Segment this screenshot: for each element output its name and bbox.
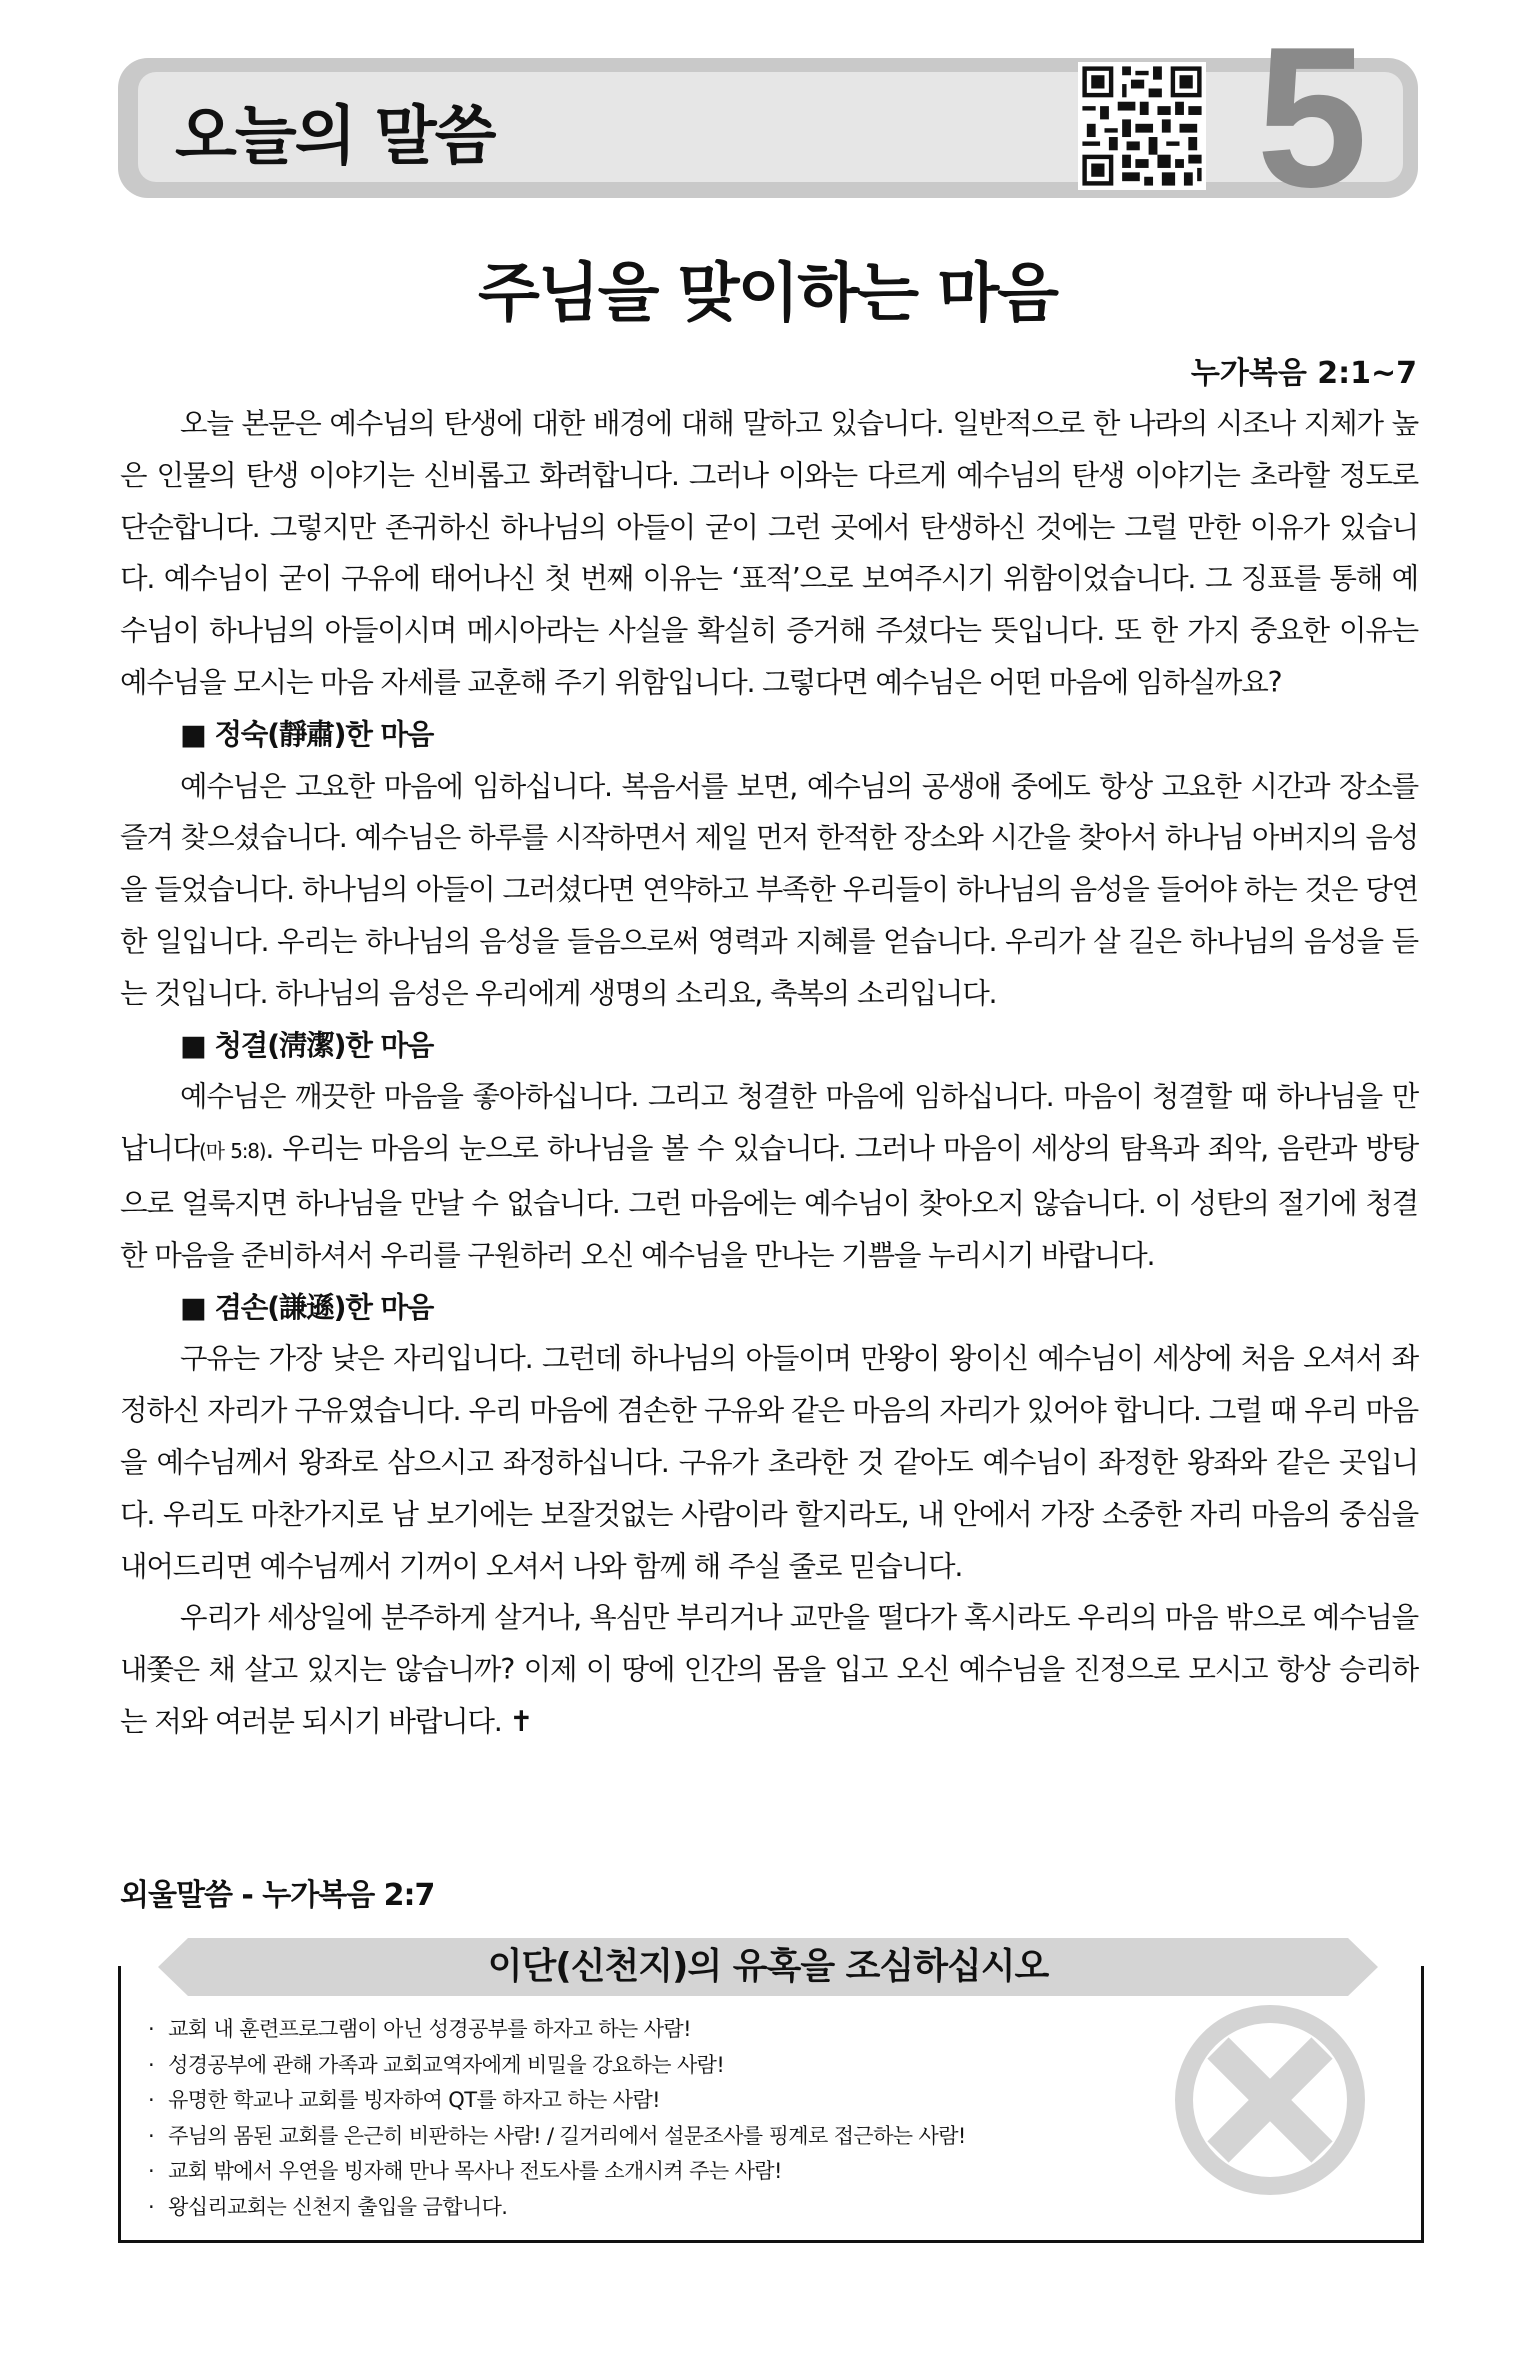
- pure-text-before: 예수님은 깨끗한 마음을 좋아하십니다. 그리고 청결한 마음에 임하십니다. 마음이 청결할 때 하나님을 만납니다: [120, 1080, 1418, 1166]
- qr-code-icon[interactable]: [1078, 62, 1206, 190]
- conclusion-paragraph: 우리가 세상일에 분주하게 살거나, 욕심만 부리거나 교만을 떨다가 혹시라도 우리의 마음 밖으로 예수님을 내쫓은 채 살고 있지는 않습니까? 이제 이 땅에 인간의 몸을 입고 오신 예수님을 진정으로 모시고 항상 승리하는 저와 여러분 되시기 바랍니다. ✝: [120, 1601, 1418, 1738]
- intro-paragraph: 오늘 본문은 예수님의 탄생에 대한 배경에 대해 말하고 있습니다. 일반적으로 한 나라의 시조나 지체가 높은 인물의 탄생 이야기는 신비롭고 화려합니다. 그러나 이와는 다르게 예수님의 탄생 이야기는 초라할 정도로 단순합니다. 그렇지만 존귀하신 하나님의 아들이 굳이 그런 곳에서 탄생하신 것에는 그럴 만한 이유가 있습니다. 예수님이 굳이 구유에 태어나신 첫 번째 이유는 ‘표적’으로 보여주시기 위함이었습니다. 그 징표를 통해 예수님이 하나님의 아들이시며 메시아라는 사실을 확실히 증거해 주셨다는 뜻입니다. 또 한 가지 중요한 이유는 예수님을 모시는 마음 자세를 교훈해 주기 위함입니다. 그렇다면 예수님은 어떤 마음에 임하실까요?: [120, 407, 1418, 699]
- issue-number: 5: [1256, 6, 1368, 229]
- section-heading-pure: ■ 청결(淸潔)한 마음: [180, 1028, 434, 1062]
- pure-text-after: . 우리는 마음의 눈으로 하나님을 볼 수 있습니다. 그러나 마음이 세상의 탐욕과 죄악, 음란과 방탕으로 얼룩지면 하나님을 만날 수 없습니다. 그런 마음에는 예수님이 찾아오지 않습니다. 이 성탄의 절기에 청결한 마음을 준비하셔서 우리를 구원하러 오신 예수님을 만나는 기쁨을 누리시기 바랍니다.: [120, 1132, 1418, 1272]
- warning-item: · 교회 내 훈련프로그램이 아닌 성경공부를 하자고 하는 사람!: [148, 2012, 966, 2048]
- warning-item: · 교회 밖에서 우연을 빙자해 만나 목사나 전도사를 소개시켜 주는 사람!: [148, 2154, 966, 2190]
- section-heading-humble: ■ 겸손(謙遜)한 마음: [180, 1290, 434, 1324]
- section-paragraph-quiet: 예수님은 고요한 마음에 임하십니다. 복음서를 보면, 예수님의 공생애 중에도 항상 고요한 시간과 장소를 즐겨 찾으셨습니다. 예수님은 하루를 시작하면서 제일 먼저 한적한 장소와 시간을 찾아서 하나님 아버지의 음성을 들었습니다. 하나님의 아들이 그러셨다면 연약하고 부족한 우리들이 하나님의 음성을 들어야 하는 것은 당연한 일입니다. 우리는 하나님의 음성을 들음으로써 영력과 지혜를 얻습니다. 우리가 살 길은 하나님의 음성을 듣는 것입니다. 하나님의 음성은 우리에게 생명의 소리요, 축복의 소리입니다.: [120, 769, 1418, 1010]
- warning-item: · 유명한 학교나 교회를 빙자하여 QT를 하자고 하는 사람!: [148, 2083, 966, 2119]
- memory-verse: 외울말씀 - 누가복음 2:7: [120, 1878, 435, 1913]
- sermon-body: [120, 398, 1418, 1748]
- warning-item: · 주님의 몸된 교회를 은근히 비판하는 사람! / 길거리에서 설문조사를 핑계로 접근하는 사람!: [148, 2119, 966, 2155]
- section-heading-quiet: ■ 정숙(靜肅)한 마음: [180, 717, 434, 751]
- sermon-title: 주님을 맞이하는 마음: [478, 257, 1057, 331]
- warning-title: 이단(신천지)의 유혹을 조심하십시오: [487, 1946, 1049, 1987]
- section-paragraph-humble: 구유는 가장 낮은 자리입니다. 그런데 하나님의 아들이며 만왕이 왕이신 예수님이 세상에 처음 오셔서 좌정하신 자리가 구유였습니다. 우리 마음에 겸손한 구유와 같은 마음의 자리가 있어야 합니다. 그럴 때 우리 마음을 예수님께서 왕좌로 삼으시고 좌정하십니다. 구유가 초라한 것 같아도 예수님이 좌정한 왕좌와 같은 곳입니다. 우리도 마찬가지로 남 보기에는 보잘것없는 사람이라 할지라도, 내 안에서 가장 소중한 자리 마음의 중심을 내어드리면 예수님께서 기꺼이 오셔서 나와 함께 해 주실 줄로 믿습니다.: [120, 1342, 1418, 1583]
- warning-list: [148, 2012, 966, 2225]
- section-paragraph-pure: [120, 1071, 1418, 1281]
- warning-item: · 왕십리교회는 신천지 출입을 금합니다.: [148, 2190, 966, 2226]
- bible-ref-inline: (마 5:8): [199, 1139, 266, 1164]
- warning-item: · 성경공부에 관해 가족과 교회교역자에게 비밀을 강요하는 사람!: [148, 2048, 966, 2084]
- scripture-reference: 누가복음 2:1~7: [1190, 356, 1417, 391]
- x-mark-icon: [1170, 2000, 1370, 2200]
- section-title: 오늘의 말씀: [175, 100, 495, 174]
